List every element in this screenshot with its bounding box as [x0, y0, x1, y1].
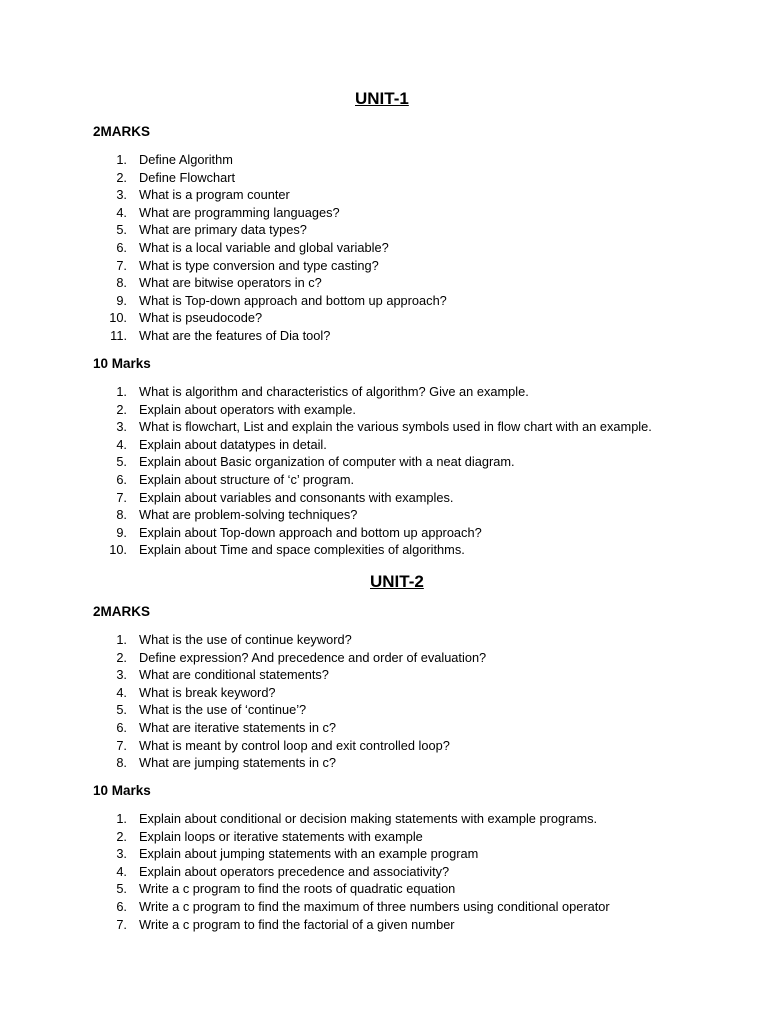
question-number: 8. — [116, 275, 127, 291]
question-number: 5. — [116, 702, 127, 718]
question-text: Explain about operators with example. — [139, 401, 356, 417]
question-text: Explain about variables and consonants with examples. — [139, 489, 454, 505]
question-number: 8. — [116, 507, 127, 523]
question-text: Define Flowchart — [139, 169, 236, 185]
question-number: 3. — [116, 419, 127, 435]
question-number: 2. — [116, 649, 127, 665]
question-text: What is type conversion and type casting? — [139, 257, 379, 273]
question-text: Explain about Basic organization of computer with a neat diagram. — [139, 454, 515, 470]
question-number: 6. — [116, 719, 127, 735]
question-text: What is meant by control loop and exit controlled loop? — [139, 737, 450, 753]
question-text: Explain about structure of ‘c’ program. — [139, 471, 355, 487]
question-text: Explain about jumping statements with an example program — [139, 846, 479, 862]
question-text: What is algorithm and characteristics of algorithm? Give an example. — [139, 384, 529, 399]
question-text: What is pseudocode? — [139, 310, 263, 326]
question-number: 8. — [116, 755, 127, 771]
question-number: 1. — [116, 152, 127, 167]
question-number: 10. — [109, 542, 127, 558]
question-text: What are the features of Dia tool? — [139, 327, 331, 343]
question-text: Explain loops or iterative statements with example — [139, 828, 423, 844]
question-text: Explain about conditional or decision making statements with example programs. — [139, 811, 598, 826]
question-number: 5. — [116, 454, 127, 470]
question-number: 7. — [116, 737, 127, 753]
unit-2-10marks-heading: 10 Marks — [93, 783, 151, 798]
question-number: 6. — [116, 471, 127, 487]
question-number: 4. — [116, 204, 127, 220]
question-number: 2. — [116, 401, 127, 417]
question-text: What is the use of continue keyword? — [139, 632, 352, 647]
question-text: Define expression? And precedence and order of evaluation? — [139, 649, 487, 665]
unit-1-title: UNIT-1 — [355, 89, 409, 108]
question-number: 9. — [116, 292, 127, 308]
question-text: What is a local variable and global variable? — [139, 239, 389, 255]
question-text: Explain about Top-down approach and bottom up approach? — [139, 524, 482, 540]
question-number: 9. — [116, 524, 127, 540]
question-number: 2. — [116, 169, 127, 185]
question-text: What is break keyword? — [139, 684, 276, 700]
question-number: 3. — [116, 187, 127, 203]
question-text: What are primary data types? — [139, 222, 307, 238]
question-text: What are conditional statements? — [139, 667, 329, 683]
question-number: 3. — [116, 667, 127, 683]
question-number: 4. — [116, 436, 127, 452]
question-text: Define Algorithm — [139, 152, 233, 167]
question-text: What is flowchart, List and explain the various symbols used in flow chart with an example. — [139, 419, 652, 435]
question-text: Write a c program to find the maximum of three numbers using conditional operator — [139, 898, 610, 914]
unit-1-2marks-heading: 2MARKS — [93, 124, 151, 139]
question-text: What is Top-down approach and bottom up approach? — [139, 292, 447, 308]
question-text: Explain about Time and space complexities of algorithms. — [139, 542, 465, 558]
question-number: 3. — [116, 846, 127, 862]
question-number: 1. — [116, 632, 127, 647]
unit-2-title: UNIT-2 — [370, 572, 424, 591]
question-text: What are problem-solving techniques? — [139, 507, 358, 523]
question-number: 4. — [116, 863, 127, 879]
question-text: Write a c program to find the roots of quadratic equation — [139, 881, 456, 897]
question-text: What is the use of ‘continue’? — [139, 702, 307, 718]
question-number: 2. — [116, 828, 127, 844]
question-text: What are jumping statements in c? — [139, 755, 337, 771]
question-text: Explain about datatypes in detail. — [139, 436, 327, 452]
question-number: 6. — [116, 898, 127, 914]
question-number: 5. — [116, 881, 127, 897]
question-text: Write a c program to find the factorial of a given number — [139, 916, 455, 932]
unit-2-2marks-heading: 2MARKS — [93, 604, 151, 619]
question-number: 10. — [109, 310, 127, 326]
unit-1-10marks-heading: 10 Marks — [93, 356, 151, 371]
question-text: What is a program counter — [139, 187, 290, 203]
question-text: What are iterative statements in c? — [139, 719, 337, 735]
question-number: 6. — [116, 239, 127, 255]
question-text: What are programming languages? — [139, 204, 340, 220]
question-number: 1. — [116, 384, 127, 399]
question-number: 1. — [116, 811, 127, 826]
question-number: 5. — [116, 222, 127, 238]
question-number: 4. — [116, 684, 127, 700]
question-number: 7. — [116, 489, 127, 505]
question-number: 11. — [110, 327, 127, 343]
question-number: 7. — [116, 257, 127, 273]
question-text: What are bitwise operators in c? — [139, 275, 322, 291]
question-number: 7. — [116, 916, 127, 932]
question-text: Explain about operators precedence and associativity? — [139, 863, 450, 879]
